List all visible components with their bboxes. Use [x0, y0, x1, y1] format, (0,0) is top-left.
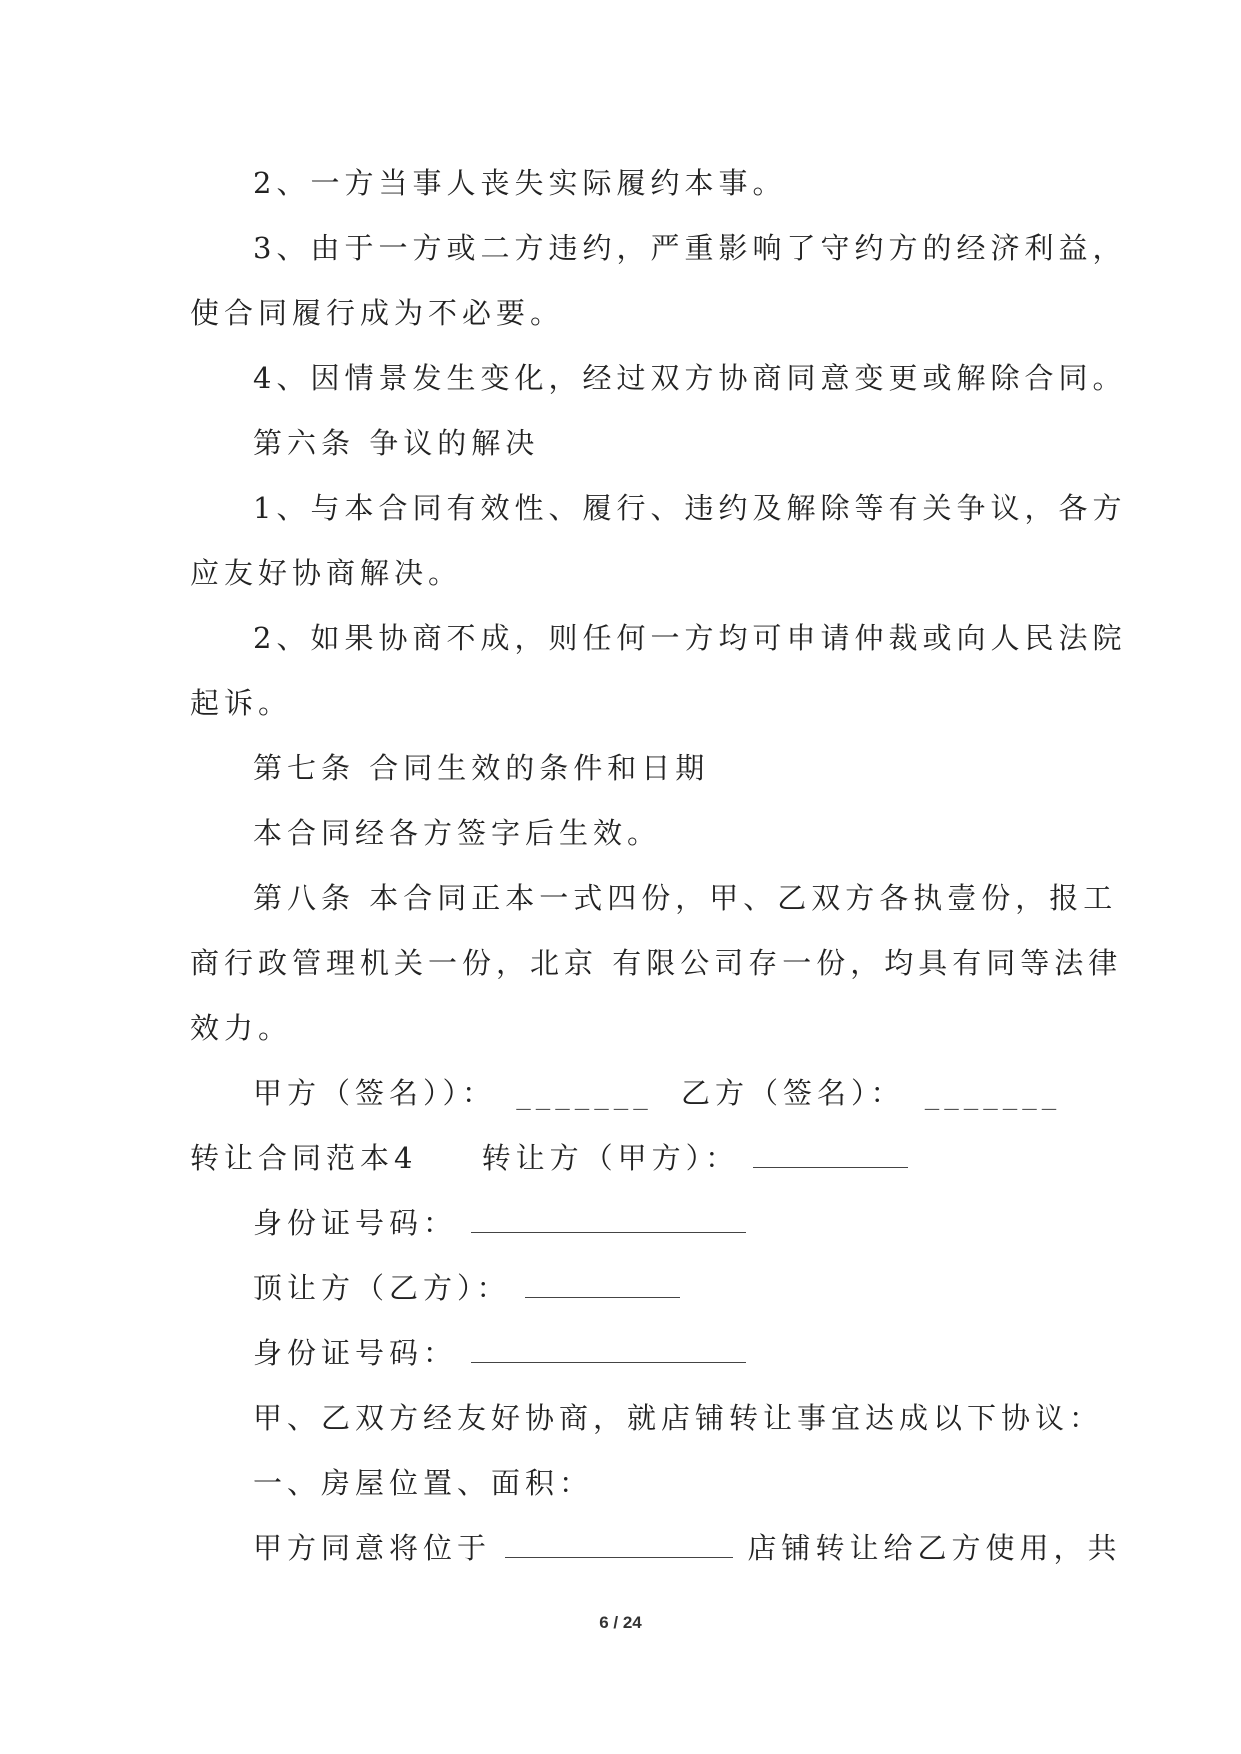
article-heading: 第七条 合同生效的条件和日期 [253, 751, 710, 785]
id-number-label: 身份证号码： [253, 1206, 458, 1240]
article-heading: 第六条 争议的解决 [253, 426, 540, 460]
text-line: 2、如果协商不成，则任何一方均可申请仲裁或向人民法院 [253, 621, 1127, 655]
party-a-signature-label: 甲方（签名））： [253, 1076, 497, 1110]
location-clause-end: 店铺转让给乙方使用，共 [747, 1531, 1122, 1565]
section-heading: 一、房屋位置、面积： [253, 1466, 594, 1500]
assignee-blank [525, 1271, 680, 1298]
text-line: 起诉。 [190, 686, 293, 720]
text-line: 1、与本合同有效性、履行、违约及解除等有关争议，各方 [253, 491, 1127, 525]
text-line: 本合同经各方签字后生效。 [253, 816, 662, 850]
agreement-intro: 甲、乙双方经友好协商，就店铺转让事宜达成以下协议： [253, 1401, 1104, 1435]
signature-line [253, 1073, 1061, 1113]
assignee-label: 顶让方（乙方）： [253, 1271, 511, 1305]
id-number-blank [471, 1206, 746, 1233]
party-b-signature-blank: _______ [924, 1076, 1062, 1110]
contract-template-title: 转让合同范本4 [190, 1141, 418, 1175]
text-line: 使合同履行成为不必要。 [190, 296, 565, 330]
transferor-label: 转让方（甲方）： [481, 1141, 740, 1175]
field-line [253, 1203, 746, 1243]
field-line [253, 1333, 746, 1373]
text-line: 4、因情景发生变化，经过双方协商同意变更或解除合同。 [253, 361, 1127, 395]
party-b-signature-label: 乙方（签名）： [680, 1076, 905, 1110]
text-line: 3、由于一方或二方违约，严重影响了守约方的经济利益， [253, 231, 1127, 265]
text-line: 商行政管理机关一份，北京 有限公司存一份，均具有同等法律 [190, 946, 1123, 980]
transferor-blank [753, 1141, 908, 1168]
id-number-label: 身份证号码： [253, 1336, 458, 1370]
transfer-header-line [190, 1138, 908, 1178]
party-a-signature-blank: _______ [516, 1076, 653, 1110]
text-line: 效力。 [190, 1011, 293, 1045]
page-number: 6 / 24 [599, 1613, 642, 1632]
id-number-blank [471, 1336, 746, 1363]
text-line [253, 1528, 1121, 1568]
location-clause-start: 甲方同意将位于 [253, 1531, 492, 1565]
location-blank [505, 1531, 733, 1558]
field-line [253, 1268, 680, 1308]
text-line: 第八条 本合同正本一式四份，甲、乙双方各执壹份，报工 [253, 881, 1118, 915]
text-line: 2、一方当事人丧失实际履约本事。 [253, 166, 787, 200]
text-line: 应友好协商解决。 [190, 556, 463, 590]
